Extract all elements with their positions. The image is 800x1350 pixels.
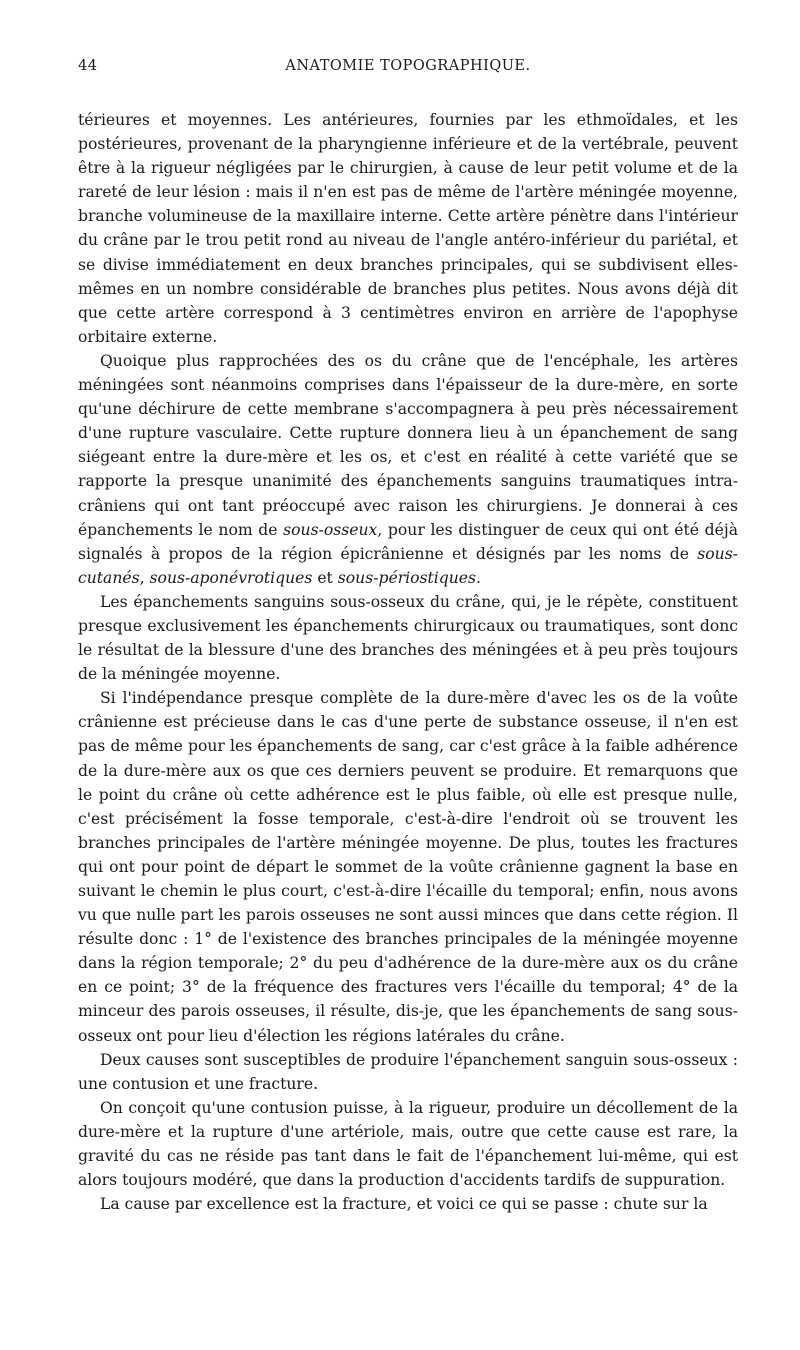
page-number: 44 (78, 58, 98, 74)
text-run: et (312, 568, 338, 587)
paragraph-3 (78, 590, 738, 686)
text-run: , pour les distinguer de ceux qui ont été déjà signalés à propos de la région épicrânienne et désignés par les noms de (78, 520, 738, 563)
text-run: térieures et moyennes. Les antérieures, fournies par les ethmoïdales, et les postérieures, provenant de la pharyngienne inférieure et de la vertébrale, peuvent être à la rigueur négligées par le chirurgien, à cause de leur petit volume et de la rareté de leur lésion : mais il n'en est pas de même de l'artère méningée moyenne, branche volumineuse de la maxillaire interne. Cette artère pénètre dans l'intérieur du crâne par le trou petit rond au niveau de l'angle antéro-inférieur du pariétal, et se divise immédiatement en deux branches principales, qui se subdivisent elles-mêmes en un nombre considérable de branches plus petites. Nous avons déjà dit que cette artère correspond à 3 centimètres environ en arrière de l'apophyse orbitaire externe. (78, 111, 738, 346)
text-run: On conçoit qu'une contusion puisse, à la rigueur, produire un décollement de la dure-mère et la rupture d'une artériole, mais, outre que cette cause est rare, la gravité du cas ne réside pas tant dans le fait de l'épanchement lui-même, qui est alors toujours modéré, que dans la production d'accidents tardifs de suppuration. (78, 1098, 738, 1190)
text-run: Deux causes sont susceptibles de produire l'épanchement sanguin sous-osseux : une contusion et une fracture. (78, 1050, 738, 1093)
running-head (78, 58, 738, 80)
text-run: . (476, 568, 482, 587)
text-run: Les épanchements sanguins sous-osseux du crâne, qui, je le répète, constituent presque exclusivement les épanchements chirurgicaux ou traumatiques, sont donc le résultat de la blessure d'une des branches des méningées et à peu près toujours de la méningée moyenne. (78, 592, 738, 684)
italic-term: sous-périostiques (337, 568, 477, 587)
paragraph-7 (78, 1192, 738, 1216)
paragraph-6 (78, 1096, 738, 1192)
text-run: Quoique plus rapprochées des os du crâne que de l'encéphale, les artères méningées sont néanmoins comprises dans l'épaisseur de la dure-mère, en sorte qu'une déchirure de cette membrane s'accompagnera à peu près nécessairement d'une rupture vasculaire. Cette rupture donnera lieu à un épanchement de sang siégeant entre la dure-mère et les os, et c'est en réalité à cette variété que se rapporte la presque unanimité des épanchements sanguins traumatiques intra-crâniens qui ont tant préoccupé avec raison les chirurgiens. Je donnerai à ces épanchements le nom de (78, 351, 738, 539)
italic-term: sous-cutanés (78, 544, 738, 587)
running-title: ANATOMIE TOPOGRAPHIQUE. (285, 58, 531, 74)
italic-term: sous-osseux (283, 520, 378, 539)
paragraph-4 (78, 686, 738, 1047)
paragraph-1 (78, 108, 738, 349)
paragraph-2 (78, 349, 738, 590)
text-run: Si l'indépendance presque complète de la dure-mère d'avec les os de la voûte crânienne est précieuse dans le cas d'une perte de substance osseuse, il n'en est pas de même pour les épanchements de sang, car c'est grâce à la faible adhérence de la dure-mère aux os que ces derniers peuvent se produire. Et remarquons que le point du crâne où cette adhérence est le plus faible, où elle est presque nulle, c'est précisément la fosse temporale, c'est-à-dire l'endroit où se trouvent les branches principales de l'artère méningée moyenne. De plus, toutes les fractures qui ont pour point de départ le sommet de la voûte crânienne gagnent la base en suivant le chemin le plus court, c'est-à-dire l'écaille du temporal; enfin, nous avons vu que nulle part les parois osseuses ne sont aussi minces que dans cette région. Il résulte donc : 1° de l'existence des branches principales de la méningée moyenne dans la région temporale; 2° du peu d'adhérence de la dure-mère aux os du crâne en ce point; 3° de la fréquence des fractures vers l'écaille du temporal; 4° de la minceur des parois osseuses, il résulte, dis-je, que les épanchements de sang sous-osseux ont pour lieu d'élection les régions latérales du crâne. (78, 689, 738, 1045)
text-run: , (139, 568, 150, 587)
body-text (78, 108, 738, 1216)
italic-term: sous-aponévrotiques (149, 568, 313, 587)
paragraph-5 (78, 1048, 738, 1096)
text-run: La cause par excellence est la fracture, et voici ce qui se passe : chute sur la (100, 1195, 708, 1214)
